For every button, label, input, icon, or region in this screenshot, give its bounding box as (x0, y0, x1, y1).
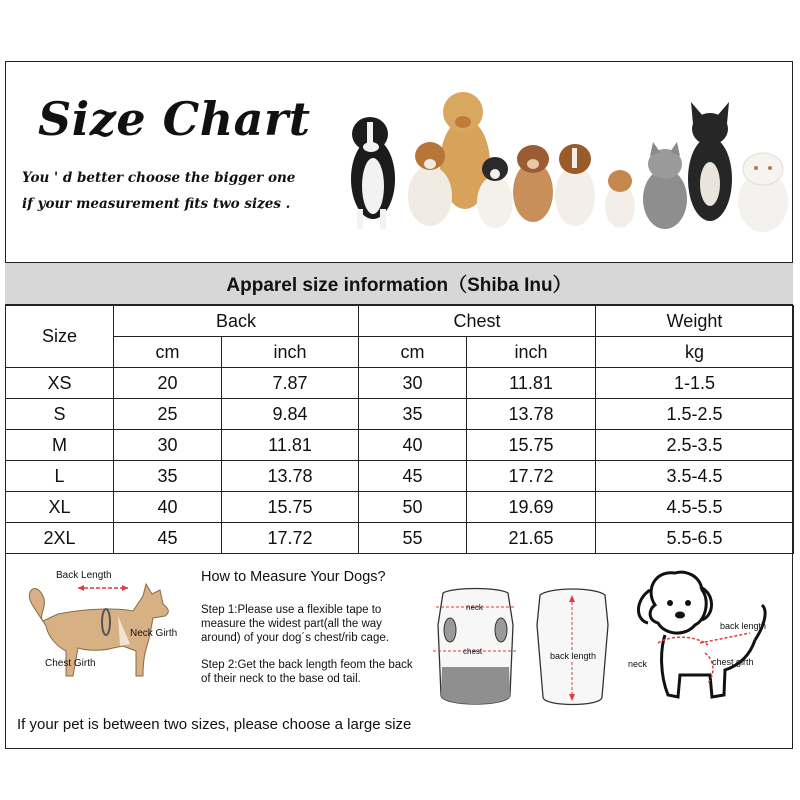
table-cell: 45 (359, 461, 467, 492)
table-cell: 50 (359, 492, 467, 523)
french-bulldog-icon (688, 102, 732, 221)
vest-label-neck: neck (466, 603, 483, 612)
cartoon-dog-icon (638, 572, 765, 697)
table-cell: S (6, 399, 114, 430)
table-cell: 11.81 (467, 368, 596, 399)
tip-line-1: You ' d better choose the bigger one (22, 170, 296, 186)
table-cell: XS (6, 368, 114, 399)
table-cell: 30 (359, 368, 467, 399)
size-table (5, 305, 794, 554)
table-cell: 20 (114, 368, 222, 399)
unit-header: inch (467, 337, 596, 368)
table-cell: 7.87 (222, 368, 359, 399)
table-cell: 30 (114, 430, 222, 461)
table-cell: 40 (359, 430, 467, 461)
label-neck-girth: Neck Girth (130, 628, 178, 639)
table-cell: 11.81 (222, 430, 359, 461)
table-cell: 25 (114, 399, 222, 430)
table-cell: 2XL (6, 523, 114, 554)
table-row (6, 368, 794, 399)
table-row (6, 523, 794, 554)
grey-cat-icon (643, 142, 687, 229)
group-header-weight: Weight (596, 306, 794, 337)
table-cell: 19.69 (467, 492, 596, 523)
cartoon-label-back-length: back length (720, 621, 767, 631)
table-cell: 4.5-5.5 (596, 492, 794, 523)
vest-back-image (530, 585, 615, 713)
table-cell: M (6, 430, 114, 461)
table-cell: XL (6, 492, 114, 523)
table-row (6, 492, 794, 523)
table-cell: 2.5-3.5 (596, 430, 794, 461)
step-1-text: Step 1:Please use a flexible tape to measure the widest part(all the way around) of your dog´s chest/rib cage. (201, 604, 389, 644)
table-cell: 3.5-4.5 (596, 461, 794, 492)
table-heading: Apparel size information（Shiba Inu） (5, 262, 793, 305)
footnote: If your pet is between two sizes, please choose a large size (17, 716, 412, 733)
cartoon-label-neck: neck (628, 659, 648, 669)
unit-header: kg (596, 337, 794, 368)
chihuahua-icon (605, 170, 635, 228)
unit-header: cm (359, 337, 467, 368)
table-row (6, 430, 794, 461)
table-cell: 17.72 (467, 461, 596, 492)
cartoon-label-chest-girth: chest girth (712, 657, 754, 667)
table-cell: 5.5-6.5 (596, 523, 794, 554)
table-cell: 13.78 (467, 399, 596, 430)
beagle-icon (555, 144, 595, 226)
pekingese-icon (513, 145, 553, 222)
unit-header: cm (114, 337, 222, 368)
table-cell: 21.65 (467, 523, 596, 554)
table-cell: 40 (114, 492, 222, 523)
table-row (6, 461, 794, 492)
table-cell: 35 (359, 399, 467, 430)
how-to-measure-title: How to Measure Your Dogs? (201, 569, 386, 585)
pets-lineup-image (335, 84, 790, 239)
table-cell: L (6, 461, 114, 492)
cartoon-dog-image (630, 565, 780, 715)
table-cell: 15.75 (467, 430, 596, 461)
table-cell: 1.5-2.5 (596, 399, 794, 430)
table-cell: 45 (114, 523, 222, 554)
label-chest-girth: Chest Girth (45, 658, 96, 669)
unit-header: inch (222, 337, 359, 368)
vest-label-chest: chest (463, 647, 483, 656)
white-cat-icon (738, 153, 788, 232)
table-cell: 13.78 (222, 461, 359, 492)
group-header-chest: Chest (359, 306, 596, 337)
table-cell: 9.84 (222, 399, 359, 430)
table-cell: 15.75 (222, 492, 359, 523)
table-cell: 35 (114, 461, 222, 492)
table-cell: 1-1.5 (596, 368, 794, 399)
size-header: Size (6, 306, 114, 368)
label-back-length: Back Length (56, 570, 112, 581)
page-title: Size Chart (38, 92, 311, 146)
vest-label-back-length: back length (550, 651, 597, 661)
table-row (6, 399, 794, 430)
table-cell: 55 (359, 523, 467, 554)
table-cell: 17.72 (222, 523, 359, 554)
border-collie-icon (351, 117, 395, 229)
step-2-text: Step 2:Get the back length feom the back of their neck to the base od tail. (201, 659, 413, 685)
group-header-back: Back (114, 306, 359, 337)
tip-line-2: if your measurement fits two sizes . (22, 196, 291, 212)
terrier-icon (477, 157, 513, 228)
